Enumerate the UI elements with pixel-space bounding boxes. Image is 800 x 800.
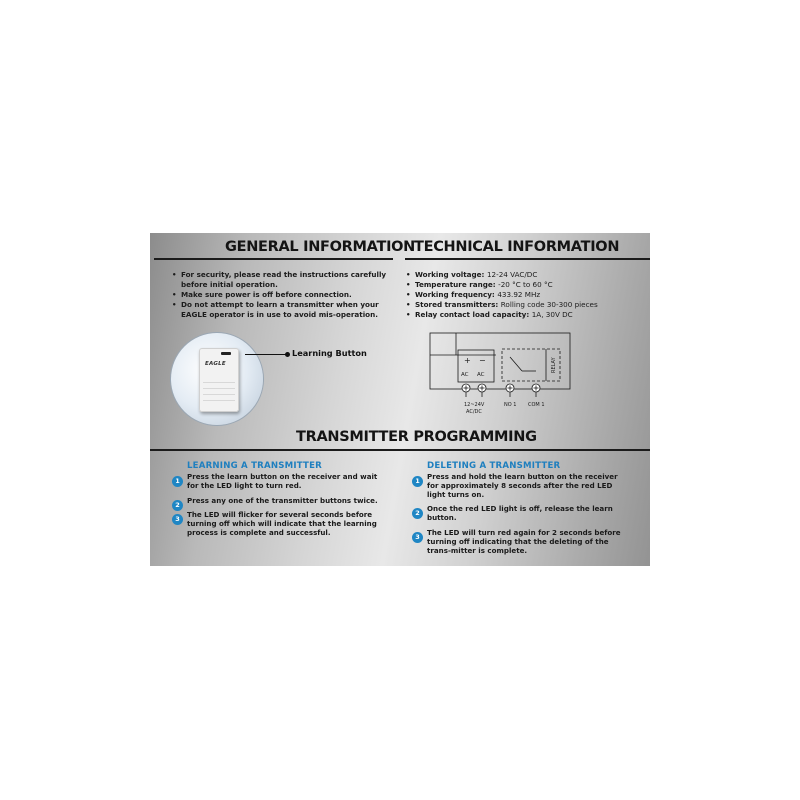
receiver-body xyxy=(199,348,239,412)
learning-steps-list xyxy=(172,473,384,544)
device-ridge xyxy=(203,400,235,401)
list-item xyxy=(406,270,646,280)
diagram-power-terminal-label: 12~24V xyxy=(464,402,485,408)
list-item xyxy=(412,529,626,555)
step-text: The LED will flicker for several seconds before turning off which will indicate that the learning process is complete and successful. xyxy=(187,510,377,537)
general-heading-underline xyxy=(154,258,393,260)
list-item: • For security, please read the instructions carefully before initial operation. xyxy=(172,270,392,290)
step-number-badge: 1 xyxy=(172,476,183,487)
list-item xyxy=(412,473,626,499)
technical-information-heading: TECHNICAL INFORMATION xyxy=(414,239,620,255)
spec-label: Stored transmitters: xyxy=(415,300,499,309)
list-item xyxy=(406,300,646,310)
spec-label: Temperature range: xyxy=(415,280,496,289)
step-text: Press any one of the transmitter buttons twice. xyxy=(187,495,378,505)
step-number-badge: 3 xyxy=(172,514,183,525)
spec-value: -20 °C to 60 °C xyxy=(498,280,553,289)
list-item xyxy=(172,511,384,537)
spec-value: 12-24 VAC/DC xyxy=(486,270,538,279)
step-number-badge: 3 xyxy=(412,532,423,543)
step-number-badge: 2 xyxy=(172,500,183,511)
learning-button xyxy=(221,352,231,355)
list-item xyxy=(172,495,384,509)
spec-value: 433.92 MHz xyxy=(497,290,541,299)
step-text: Once the red LED light is off, release the learn button. xyxy=(427,504,613,523)
learning-button-pointer-dot xyxy=(285,352,290,357)
receiver-device-image xyxy=(171,333,263,425)
wiring-diagram xyxy=(426,327,576,419)
diagram-ac-label: AC xyxy=(461,372,469,378)
diagram-plus-sign: + xyxy=(464,356,471,365)
spec-value: 1A, 30V DC xyxy=(531,310,573,319)
step-text: Press the learn button on the receiver and wait for the LED light to turn red. xyxy=(187,472,378,490)
learning-button-pointer-line xyxy=(245,354,287,355)
step-text: Press and hold the learn button on the receiver for approximately 8 seconds after the red LED light turns on. xyxy=(427,472,618,499)
diagram-relay-label: RELAY xyxy=(551,357,557,373)
diagram-power-terminal-label: AC/DC xyxy=(466,409,482,415)
diagram-ac-label: AC xyxy=(477,372,485,378)
list-item xyxy=(406,290,646,300)
programming-heading-underline xyxy=(150,449,650,451)
step-number-badge: 1 xyxy=(412,476,423,487)
device-ridge xyxy=(203,382,235,383)
deleting-transmitter-title: DELETING A TRANSMITTER xyxy=(427,461,561,471)
step-number-badge: 2 xyxy=(412,508,423,519)
list-item xyxy=(406,280,646,290)
diagram-no-terminal-label: NO 1 xyxy=(504,402,517,408)
diagram-com-terminal-label: COM 1 xyxy=(528,402,545,408)
learning-transmitter-title: LEARNING A TRANSMITTER xyxy=(187,461,322,471)
list-item xyxy=(412,505,626,523)
device-brand-logo: EAGLE xyxy=(205,361,226,367)
technical-heading-underline xyxy=(405,258,650,260)
learning-button-label: Learning Button xyxy=(292,348,367,358)
spec-label: Relay contact load capacity: xyxy=(415,310,530,319)
general-information-heading: GENERAL INFORMATION xyxy=(225,239,416,255)
technical-spec-list xyxy=(406,270,646,320)
general-info-list xyxy=(172,270,392,320)
transmitter-programming-heading: TRANSMITTER PROGRAMMING xyxy=(296,429,537,445)
spec-label: Working frequency: xyxy=(415,290,495,299)
spec-value: Rolling code 30-300 pieces xyxy=(500,300,598,309)
instruction-card xyxy=(150,233,650,566)
device-ridge xyxy=(203,388,235,389)
diagram-minus-sign: − xyxy=(479,356,486,365)
list-item: • Do not attempt to learn a transmitter when your EAGLE operator is in use to avoid mis-operation. xyxy=(172,300,392,320)
deleting-steps-list xyxy=(412,473,626,561)
device-ridge xyxy=(203,394,235,395)
list-item xyxy=(172,473,384,491)
list-item: • Make sure power is off before connection. xyxy=(172,290,392,300)
list-item xyxy=(406,310,646,320)
relay-switch xyxy=(510,357,522,371)
spec-label: Working voltage: xyxy=(415,270,485,279)
step-text: The LED will turn red again for 2 seconds before turning off indicating that the deleting of the trans-mitter is complete. xyxy=(427,527,621,555)
